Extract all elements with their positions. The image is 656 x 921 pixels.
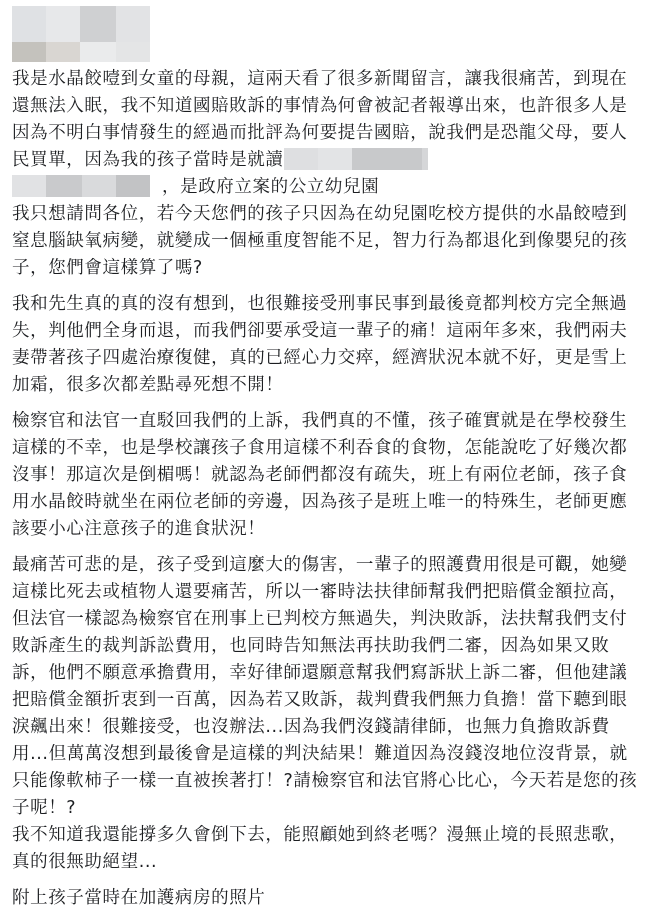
redacted-author-avatar: [12, 6, 156, 62]
redacted-school-name-2: [12, 175, 162, 197]
post-paragraph-2: 我只想請問各位，若今天您們的孩子只因為在幼兒園吃校方提供的水晶餃噎到窒息腦缺氧病變，就變成一個極重度智能不足，智力行為都退化到像嬰兒的孩子，您們會這樣算了嗎?: [12, 204, 628, 278]
post-paragraph-6: 我不知道我還能撐多久會倒下去，能照顧她到終老嗎？漫無止境的長照悲歌，真的很無助絕望...: [12, 825, 628, 872]
post-paragraph-5: 最痛苦可悲的是，孩子受到這麼大的傷害，一輩子的照護費用很是可觀，她變這樣比死去或植物人還要痛苦，所以一審時法扶律師幫我們把賠償金額拉高，但法官一樣認為檢察官在刑事上已判校方無過失，判決敗訴，法扶幫我們支付敗訴產生的裁判訴訟費用，也同時告知無法再扶助我們二審，因為如果又敗訴，他們不願意承擔費用，幸好律師還願意幫我們寫訴狀上訴二審，但他建議把賠償金額折衷到一百萬，因為若又敗訴，裁判費我們無力負擔！當下聽到眼淚飆出來！很難接受，也沒辦法...因為我們沒錢請律師，也無力負擔敗訴費用...但萬萬沒想到最後會是這樣的判決結果！難道因為沒錢沒地位沒背景，就只能像軟柿子一樣一直被挨著打！?請檢察官和法官將心比心，今天若是您的孩子呢！?: [12, 555, 638, 818]
post-paragraph-4: 檢察官和法官一直駁回我們的上訴，我們真的不懂，孩子確實就是在學校發生這樣的不幸，也是學校讓孩子食用這樣不利吞食的食物，怎能說吃了好幾次都沒事！那這次是倒楣嗎！就認為老師們都沒有疏失，班上有兩位老師，孩子食用水晶餃時就坐在兩位老師的旁邊，因為孩子是班上唯一的特殊生，老師更應該要小心注意孩子的進食狀況！: [12, 411, 628, 539]
post-paragraph-7: 附上孩子當時在加護病房的照片: [12, 888, 266, 908]
post-paragraph-1: [12, 66, 644, 201]
paragraph-text: 我是水晶餃噎到女童的母親，這兩天看了很多新聞留言，讓我很痛苦，到現在還無法入眠，我不知道國賠敗訴的事情為何會被記者報導出來，也許很多人是因為不明白事情發生的經過而批評為何要提告國賠，說我們是恐龍父母，要人民買單，因為我的孩子當時是就讀: [12, 69, 628, 170]
post-paragraph-3: 我和先生真的真的沒有想到，也很難接受刑事民事到最後竟都判校方完全無過失，判他們全身而退，而我們卻要承受這一輩子的痛！這兩年多來，我們兩夫妻帶著孩子四處治療復健，真的已經心力交瘁，經濟狀況本就不好，更是雪上加霜，很多次都差點尋死想不開！: [12, 294, 628, 395]
post-body: [12, 66, 644, 921]
redacted-school-name-1: [284, 148, 428, 170]
paragraph-text: ，是政府立案的公立幼兒園: [162, 177, 380, 197]
